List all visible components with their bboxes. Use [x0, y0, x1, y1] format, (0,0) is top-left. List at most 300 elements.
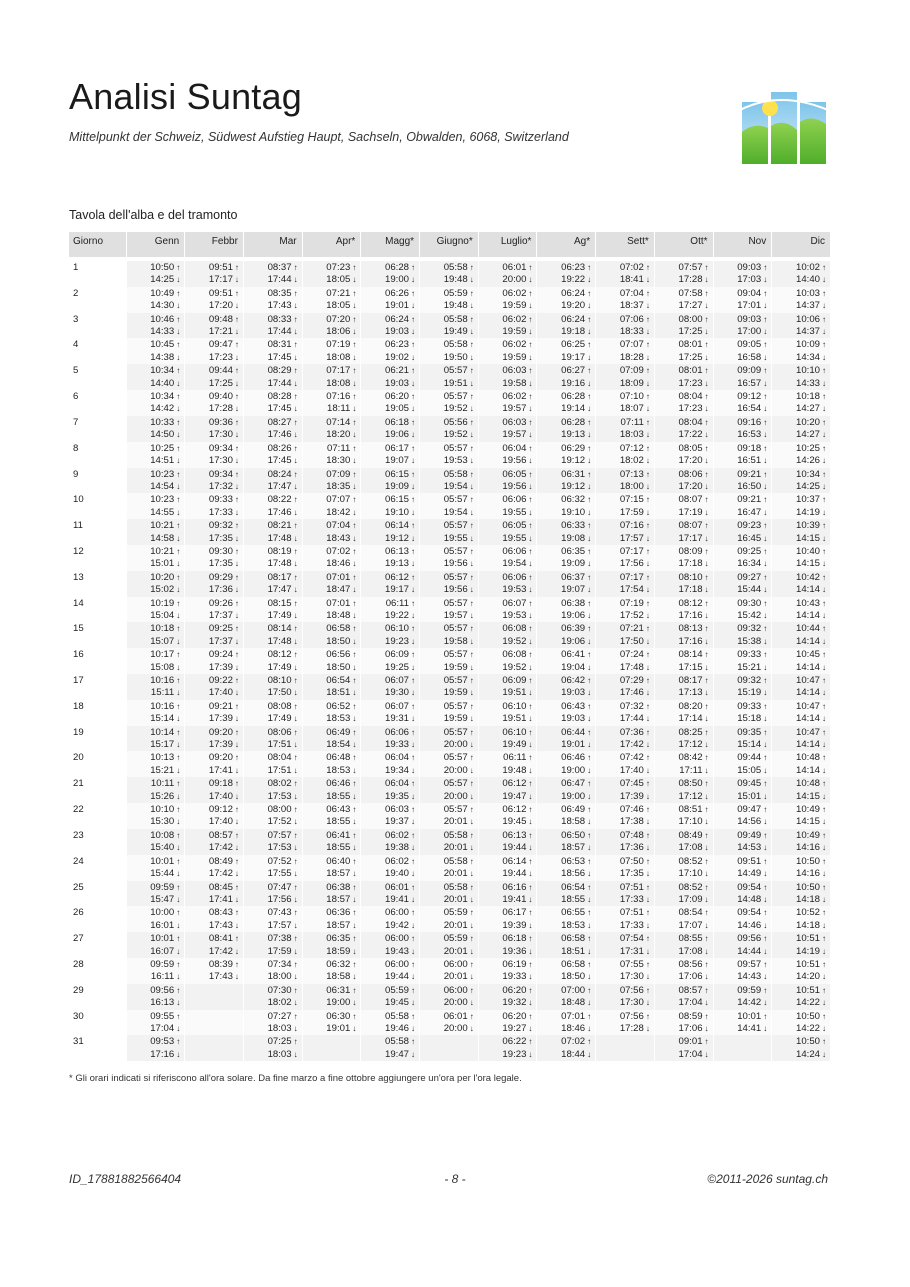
rise-time-cell: [361, 829, 420, 842]
table-row-rise: [69, 287, 831, 300]
rise-time: 06:04: [502, 442, 527, 454]
rise-time-cell: [420, 1035, 479, 1048]
set-time-cell: [537, 946, 596, 958]
rise-time: 08:17: [678, 675, 703, 686]
rise-time-cell: [361, 674, 420, 687]
set-time-cell: [243, 687, 302, 699]
set-time-cell: [126, 1049, 185, 1061]
set-time-cell: [478, 533, 537, 545]
set-time-cell: [713, 997, 772, 1009]
set-time-cell: [126, 610, 185, 622]
set-time: 14:14: [795, 687, 820, 699]
set-time-cell: [302, 687, 361, 699]
arrow-up-icon: ↑: [587, 495, 592, 505]
arrow-down-icon: ↓: [469, 998, 474, 1008]
set-time-cell: [596, 481, 655, 493]
arrow-down-icon: ↓: [234, 765, 239, 775]
rise-time: 09:56: [150, 984, 175, 996]
rise-time-cell: [772, 493, 831, 506]
set-time: 18:50: [326, 635, 351, 647]
day-number: [69, 816, 126, 828]
arrow-down-icon: ↓: [587, 301, 592, 311]
rise-time-cell: [126, 622, 185, 635]
set-time-cell: [243, 300, 302, 312]
day-number: [69, 378, 126, 390]
arrow-up-icon: ↑: [411, 392, 416, 402]
rise-time-cell: [478, 338, 537, 351]
arrow-up-icon: ↑: [293, 469, 298, 479]
arrow-down-icon: ↓: [645, 740, 650, 750]
set-time: 19:30: [385, 687, 410, 699]
set-time: 19:59: [502, 351, 527, 363]
rise-time-cell: [420, 674, 479, 687]
arrow-down-icon: ↓: [469, 662, 474, 672]
page-number: - 8 -: [444, 1172, 466, 1186]
rise-time-cell: [243, 493, 302, 506]
set-time-cell: [243, 791, 302, 803]
rise-time-cell: [126, 416, 185, 429]
rise-time-cell: [596, 1035, 655, 1048]
table-row-rise: [69, 622, 831, 635]
arrow-up-icon: ↑: [411, 856, 416, 866]
rise-time-cell: [302, 545, 361, 558]
arrow-down-icon: ↓: [469, 610, 474, 620]
rise-time-cell: [185, 700, 244, 713]
arrow-up-icon: ↑: [469, 959, 474, 969]
set-time-cell: [713, 662, 772, 674]
rise-time-cell: [654, 519, 713, 532]
set-time-cell: [302, 584, 361, 596]
set-time-cell: [654, 946, 713, 958]
rise-time-cell: [185, 313, 244, 326]
arrow-up-icon: ↑: [411, 805, 416, 815]
set-time: 17:43: [267, 300, 292, 312]
rise-time-cell: [478, 881, 537, 894]
arrow-down-icon: ↓: [352, 894, 357, 904]
rise-time: 10:23: [150, 468, 175, 480]
rise-time: 06:15: [385, 494, 410, 506]
rise-time-cell: [420, 700, 479, 713]
arrow-up-icon: ↑: [469, 934, 474, 944]
arrow-down-icon: ↓: [293, 998, 298, 1008]
set-time-cell: [713, 1049, 772, 1061]
set-time: 15:21: [150, 764, 175, 776]
arrow-up-icon: ↑: [528, 727, 533, 737]
rise-time: 10:51: [795, 984, 820, 996]
rise-time-cell: [537, 545, 596, 558]
rise-time-cell: [361, 338, 420, 351]
set-time: 14:15: [795, 558, 820, 570]
arrow-down-icon: ↓: [822, 352, 826, 362]
arrow-up-icon: ↑: [704, 263, 709, 272]
arrow-up-icon: ↑: [176, 882, 181, 892]
table-row-rise: [69, 700, 831, 713]
set-time: 19:08: [561, 532, 586, 544]
set-time-cell: [126, 1023, 185, 1035]
arrow-down-icon: ↓: [293, 972, 298, 982]
arrow-up-icon: ↑: [234, 521, 239, 531]
arrow-up-icon: ↑: [234, 650, 239, 660]
rise-time-cell: [361, 442, 420, 455]
arrow-down-icon: ↓: [469, 352, 474, 362]
rise-time: 09:18: [208, 778, 233, 790]
table-row-rise: [69, 493, 831, 506]
arrow-down-icon: ↓: [293, 404, 298, 414]
rise-time-cell: [126, 313, 185, 326]
set-time: 17:08: [678, 945, 703, 957]
rise-time: 07:20: [326, 313, 351, 325]
set-time: 14:55: [150, 506, 175, 518]
set-time-cell: [126, 300, 185, 312]
rise-time: 09:24: [208, 649, 233, 661]
arrow-down-icon: ↓: [645, 998, 650, 1008]
rise-time: 06:47: [561, 778, 586, 790]
rise-time-cell: [654, 906, 713, 919]
arrow-up-icon: ↑: [763, 727, 768, 737]
set-time-cell: [185, 1023, 244, 1035]
table-row-set: [69, 584, 831, 596]
arrow-down-icon: ↓: [645, 585, 650, 595]
arrow-down-icon: ↓: [763, 585, 768, 595]
rise-time: 07:07: [619, 339, 644, 351]
arrow-down-icon: ↓: [645, 791, 650, 801]
rise-time: 09:45: [737, 778, 762, 790]
rise-time: 09:25: [737, 545, 762, 557]
arrow-up-icon: ↑: [176, 650, 181, 660]
arrow-up-icon: ↑: [528, 366, 533, 376]
rise-time: 09:59: [150, 881, 175, 893]
arrow-down-icon: ↓: [234, 843, 239, 853]
rise-time: 07:25: [267, 1036, 292, 1048]
rise-time: 09:32: [737, 675, 762, 686]
rise-time: 06:12: [385, 571, 410, 583]
arrow-up-icon: ↑: [763, 598, 768, 608]
set-time-cell: [243, 352, 302, 364]
arrow-down-icon: ↓: [411, 920, 416, 930]
arrow-up-icon: ↑: [411, 650, 416, 660]
rise-time: 09:25: [208, 623, 233, 635]
set-time-cell: [126, 558, 185, 570]
arrow-down-icon: ↓: [234, 456, 239, 466]
rise-time-cell: [654, 855, 713, 868]
set-time: 14:46: [737, 919, 762, 931]
rise-time-cell: [302, 442, 361, 455]
set-time: 17:10: [678, 868, 703, 880]
rise-time: 07:36: [619, 726, 644, 738]
rise-time: 06:43: [326, 804, 351, 816]
rise-time: 10:49: [795, 829, 820, 841]
arrow-down-icon: ↓: [763, 740, 768, 750]
arrow-down-icon: ↓: [469, 894, 474, 904]
arrow-up-icon: ↑: [645, 856, 650, 866]
arrow-down-icon: ↓: [411, 662, 416, 672]
arrow-up-icon: ↑: [645, 830, 650, 840]
set-time-cell: [772, 300, 831, 312]
set-time-cell: [420, 533, 479, 545]
arrow-up-icon: ↑: [822, 443, 826, 453]
arrow-down-icon: ↓: [176, 998, 181, 1008]
arrow-up-icon: ↑: [587, 598, 592, 608]
rise-time: 06:54: [561, 881, 586, 893]
arrow-up-icon: ↑: [293, 1011, 298, 1021]
rise-time-cell: [713, 932, 772, 945]
rise-time-cell: [772, 364, 831, 377]
arrow-up-icon: ↑: [704, 727, 709, 737]
arrow-up-icon: ↑: [822, 1037, 826, 1047]
rise-time: 07:21: [326, 287, 351, 299]
arrow-down-icon: ↓: [352, 791, 357, 801]
rise-time: 07:47: [267, 881, 292, 893]
set-time: 19:32: [502, 997, 527, 1009]
set-time: 15:47: [150, 893, 175, 905]
rise-time: 07:58: [678, 287, 703, 299]
set-time-cell: [772, 1023, 831, 1035]
arrow-up-icon: ↑: [645, 805, 650, 815]
arrow-down-icon: ↓: [763, 765, 768, 775]
table-row-rise: [69, 777, 831, 790]
arrow-up-icon: ↑: [704, 650, 709, 660]
rise-time-cell: [478, 1010, 537, 1023]
set-time: 19:57: [502, 403, 527, 415]
arrow-up-icon: ↑: [234, 572, 239, 582]
table-row-rise: [69, 390, 831, 403]
rise-time-cell: [302, 261, 361, 274]
set-time-cell: [185, 558, 244, 570]
rise-time: 06:46: [326, 778, 351, 790]
set-time-cell: [420, 946, 479, 958]
rise-time: 08:04: [267, 752, 292, 764]
rise-time: 08:20: [678, 700, 703, 712]
arrow-up-icon: ↑: [411, 830, 416, 840]
arrow-up-icon: ↑: [645, 340, 650, 350]
set-time: 18:03: [267, 1022, 292, 1034]
arrow-down-icon: ↓: [411, 894, 416, 904]
arrow-down-icon: ↓: [763, 688, 768, 698]
arrow-down-icon: ↓: [293, 301, 298, 311]
arrow-up-icon: ↑: [411, 908, 416, 918]
set-time-cell: [654, 274, 713, 286]
set-time: 19:49: [502, 739, 527, 751]
column-header: Ott*: [654, 232, 713, 257]
arrow-up-icon: ↑: [293, 314, 298, 324]
day-number: 5: [69, 364, 126, 377]
rise-time: 09:34: [208, 442, 233, 454]
rise-time-cell: [596, 493, 655, 506]
rise-time-cell: [420, 1010, 479, 1023]
rise-time: 06:07: [385, 700, 410, 712]
arrow-down-icon: ↓: [528, 430, 533, 440]
arrow-down-icon: ↓: [176, 817, 181, 827]
arrow-down-icon: ↓: [293, 481, 298, 491]
rise-time-cell: [478, 390, 537, 403]
table-row-set: [69, 610, 831, 622]
arrow-down-icon: ↓: [352, 507, 357, 517]
rise-time-cell: [478, 777, 537, 790]
rise-time: 05:57: [443, 520, 468, 532]
arrow-up-icon: ↑: [469, 572, 474, 582]
arrow-up-icon: ↑: [176, 546, 181, 556]
set-time: 18:02: [619, 455, 644, 467]
rise-time-cell: [243, 1035, 302, 1048]
set-time-cell: [420, 1049, 479, 1061]
rise-time-cell: [126, 519, 185, 532]
arrow-down-icon: ↓: [528, 894, 533, 904]
set-time: 17:03: [737, 274, 762, 286]
rise-time-cell: [654, 338, 713, 351]
set-time: 15:11: [150, 687, 175, 699]
arrow-down-icon: ↓: [352, 920, 357, 930]
arrow-up-icon: ↑: [469, 546, 474, 556]
arrow-up-icon: ↑: [704, 882, 709, 892]
rise-time-cell: [478, 648, 537, 661]
rise-time-cell: [537, 829, 596, 842]
rise-time-cell: [713, 390, 772, 403]
day-number: [69, 687, 126, 699]
arrow-down-icon: ↓: [704, 740, 709, 750]
set-time: 14:14: [795, 739, 820, 751]
arrow-down-icon: ↓: [176, 610, 181, 620]
set-time-cell: [596, 378, 655, 390]
arrow-down-icon: ↓: [763, 301, 768, 311]
rise-time: 09:04: [737, 287, 762, 299]
arrow-up-icon: ↑: [528, 443, 533, 453]
rise-time-cell: [302, 1010, 361, 1023]
rise-time-cell: [596, 648, 655, 661]
rise-time-cell: [596, 622, 655, 635]
arrow-down-icon: ↓: [587, 430, 592, 440]
arrow-up-icon: ↑: [234, 314, 239, 324]
rise-time-cell: [478, 571, 537, 584]
rise-time-cell: [302, 932, 361, 945]
arrow-up-icon: ↑: [293, 392, 298, 402]
rise-time: 06:02: [502, 339, 527, 351]
arrow-up-icon: ↑: [469, 1011, 474, 1021]
arrow-down-icon: ↓: [352, 817, 357, 827]
rise-time: 06:08: [502, 649, 527, 661]
set-time: 20:00: [443, 1022, 468, 1034]
rise-time-cell: [185, 390, 244, 403]
rise-time-cell: [713, 416, 772, 429]
rise-time-cell: [302, 855, 361, 868]
set-time-cell: [654, 429, 713, 441]
arrow-down-icon: ↓: [645, 404, 650, 414]
arrow-down-icon: ↓: [645, 765, 650, 775]
set-time: 17:46: [267, 506, 292, 518]
set-time: 19:48: [443, 274, 468, 286]
arrow-down-icon: ↓: [176, 430, 181, 440]
arrow-down-icon: ↓: [293, 894, 298, 904]
arrow-down-icon: ↓: [587, 559, 592, 569]
arrow-up-icon: ↑: [469, 495, 474, 505]
day-number: [69, 584, 126, 596]
rise-time-cell: [713, 493, 772, 506]
set-time: 19:52: [502, 661, 527, 673]
set-time: 17:04: [678, 997, 703, 1009]
set-time: 20:01: [443, 893, 468, 905]
set-time: 17:33: [208, 506, 233, 518]
arrow-down-icon: ↓: [587, 327, 592, 337]
rise-time: 09:30: [208, 545, 233, 557]
rise-time-cell: [654, 726, 713, 739]
rise-time-cell: [126, 442, 185, 455]
arrow-down-icon: ↓: [645, 301, 650, 311]
arrow-up-icon: ↑: [234, 779, 239, 789]
set-time-cell: [361, 584, 420, 596]
arrow-up-icon: ↑: [763, 624, 768, 634]
rise-time: 10:25: [795, 442, 820, 454]
set-time-cell: [654, 687, 713, 699]
set-time: 15:02: [150, 584, 175, 596]
set-time-cell: [361, 739, 420, 751]
set-time-cell: [361, 274, 420, 286]
arrow-down-icon: ↓: [469, 740, 474, 750]
set-time-cell: [243, 868, 302, 880]
arrow-up-icon: ↑: [293, 753, 298, 763]
rise-time: 09:03: [737, 262, 762, 273]
set-time: 18:05: [326, 300, 351, 312]
set-time-cell: [537, 274, 596, 286]
set-time-cell: [654, 378, 713, 390]
arrow-down-icon: ↓: [822, 507, 826, 517]
arrow-up-icon: ↑: [469, 340, 474, 350]
day-number: 29: [69, 984, 126, 997]
set-time: 17:07: [678, 919, 703, 931]
day-number: [69, 300, 126, 312]
set-time: 17:23: [678, 377, 703, 389]
set-time: 19:51: [443, 377, 468, 389]
rise-time-cell: [420, 338, 479, 351]
column-header: Febbr: [185, 232, 244, 257]
column-header: Sett*: [596, 232, 655, 257]
arrow-up-icon: ↑: [352, 521, 357, 531]
arrow-up-icon: ↑: [293, 779, 298, 789]
rise-time: 10:06: [795, 313, 820, 325]
arrow-up-icon: ↑: [234, 417, 239, 427]
arrow-up-icon: ↑: [293, 366, 298, 376]
rise-time-cell: [654, 261, 713, 274]
rise-time-cell: [185, 545, 244, 558]
set-time-cell: [302, 610, 361, 622]
rise-time-cell: [185, 468, 244, 481]
set-time-cell: [420, 481, 479, 493]
rise-time: 08:42: [678, 752, 703, 764]
rise-time: 09:21: [737, 468, 762, 480]
rise-time: 09:21: [737, 494, 762, 506]
set-time-cell: [243, 558, 302, 570]
rise-time: 07:38: [267, 933, 292, 945]
set-time: 17:31: [619, 945, 644, 957]
arrow-down-icon: ↓: [234, 946, 239, 956]
set-time-cell: [596, 868, 655, 880]
arrow-up-icon: ↑: [234, 392, 239, 402]
arrow-up-icon: ↑: [528, 805, 533, 815]
set-time-cell: [243, 842, 302, 854]
rise-time: 06:38: [561, 597, 586, 609]
arrow-up-icon: ↑: [469, 598, 474, 608]
table-row-set: [69, 842, 831, 854]
set-time: 19:59: [443, 687, 468, 699]
set-time: 14:49: [737, 868, 762, 880]
rise-time: 06:22: [502, 1036, 527, 1048]
set-time: 17:40: [208, 816, 233, 828]
set-time: 17:22: [678, 429, 703, 441]
set-time-cell: [243, 378, 302, 390]
rise-time: 08:26: [267, 442, 292, 454]
arrow-up-icon: ↑: [352, 314, 357, 324]
rise-time: 07:51: [619, 907, 644, 919]
arrow-down-icon: ↓: [352, 869, 357, 879]
arrow-down-icon: ↓: [411, 765, 416, 775]
